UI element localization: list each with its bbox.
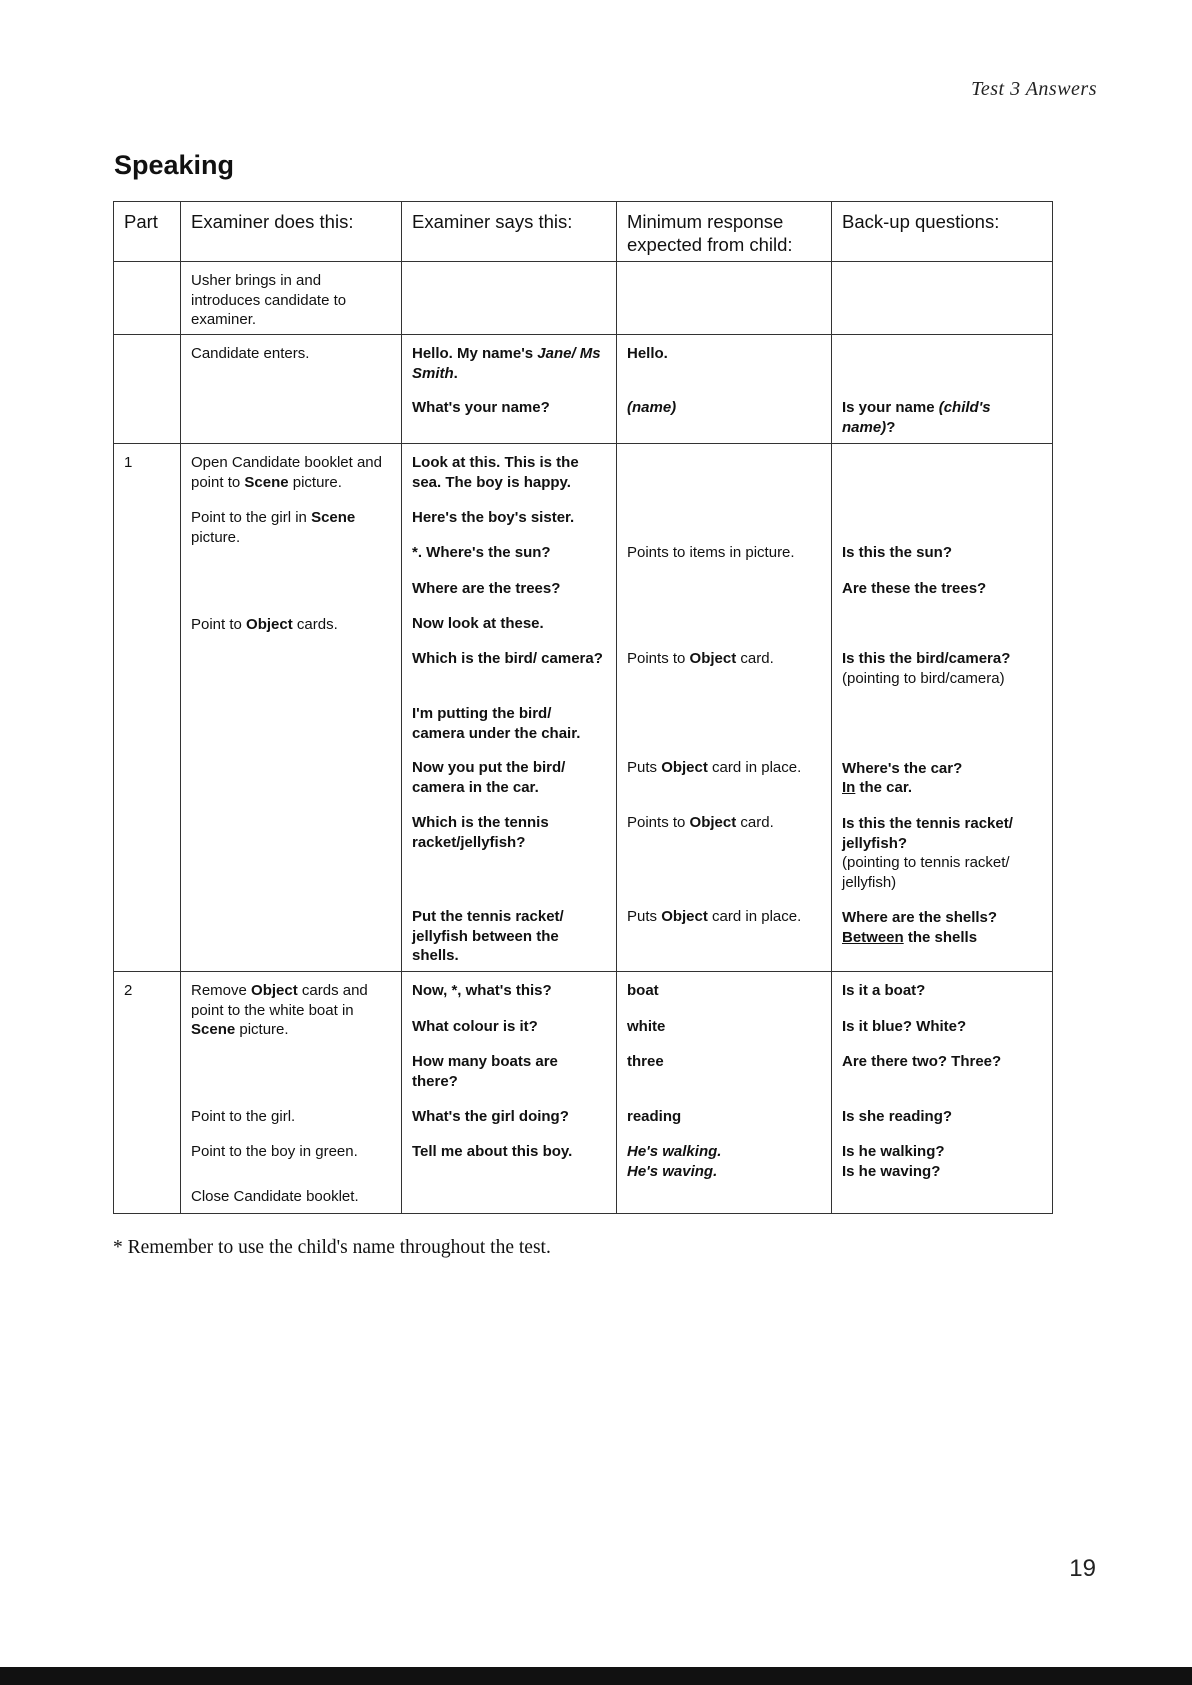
header-backup-questions: Back-up questions: xyxy=(832,202,1053,262)
part-2-says: Now, *, what's this? What colour is it? How many boats are there? What's the girl doing? Tell me about this boy. xyxy=(402,972,617,1214)
table-header-row xyxy=(114,202,1053,262)
part-2-number: 2 xyxy=(114,972,181,1214)
part-2-backup: Is it a boat? Is it blue? White? Are there two? Three? Is she reading? Is he walking? Is he waving? xyxy=(832,972,1053,1214)
greeting-minimum: Hello. (name) xyxy=(617,335,832,444)
speaking-table xyxy=(113,201,1053,1214)
header-part: Part xyxy=(114,202,181,262)
scan-bottom-edge xyxy=(0,1667,1192,1685)
intro-part-cell xyxy=(114,262,181,335)
intro-does: Usher brings in and introduces candidate to examiner. xyxy=(181,262,402,335)
page-number: 19 xyxy=(1069,1555,1096,1582)
part-1-minimum: Points to items in picture. Points to Object card. Puts Object card in place. Points to Object card. Puts Object card in place. xyxy=(617,444,832,972)
table-row-part-2 xyxy=(114,972,1053,1214)
page-title: Speaking xyxy=(114,150,235,180)
greeting-says: Hello. My name's Jane/ Ms Smith. What's your name? xyxy=(402,335,617,444)
footnote: * Remember to use the child's name throughout the test. xyxy=(113,1237,551,1258)
header-minimum-response: Minimum response expected from child: xyxy=(617,202,832,262)
running-head: Test 3 Answers xyxy=(971,78,1097,100)
greeting-backup: Is your name (child's name)? xyxy=(832,335,1053,444)
part-2-minimum: boat white three reading He's walking. He's waving. xyxy=(617,972,832,1214)
intro-minimum xyxy=(617,262,832,335)
table-row-part-1 xyxy=(114,444,1053,972)
greeting-does: Candidate enters. xyxy=(181,335,402,444)
part-1-does: Open Candidate booklet and point to Scene picture. Point to the girl in Scene picture. Point to Object cards. xyxy=(181,444,402,972)
table-row-greeting xyxy=(114,335,1053,444)
greeting-part-cell xyxy=(114,335,181,444)
header-examiner-does: Examiner does this: xyxy=(181,202,402,262)
intro-says xyxy=(402,262,617,335)
intro-backup xyxy=(832,262,1053,335)
part-2-does: Remove Object cards and point to the white boat in Scene picture. Point to the girl. Point to the boy in green. Close Candidate booklet. xyxy=(181,972,402,1214)
part-1-backup: Is this the sun? Are these the trees? Is this the bird/camera? (pointing to bird/camera) Where's the car? In the car. Is this the tennis racket/ jellyfish? (pointing to tennis racket/ jellyfish) Where are the shells? Between the shells xyxy=(832,444,1053,972)
table-row-intro xyxy=(114,262,1053,335)
part-1-number: 1 xyxy=(114,444,181,972)
header-examiner-says: Examiner says this: xyxy=(402,202,617,262)
part-1-says: Look at this. This is the sea. The boy is happy. Here's the boy's sister. *. Where's the sun? Where are the trees? Now look at these. Which is the bird/ camera? I'm putting the bird/ camera under the chair. Now you put the bird/ camera in the car. Which is the tennis racket/jellyfish? Put the tennis racket/ jellyfish between the shells. xyxy=(402,444,617,972)
